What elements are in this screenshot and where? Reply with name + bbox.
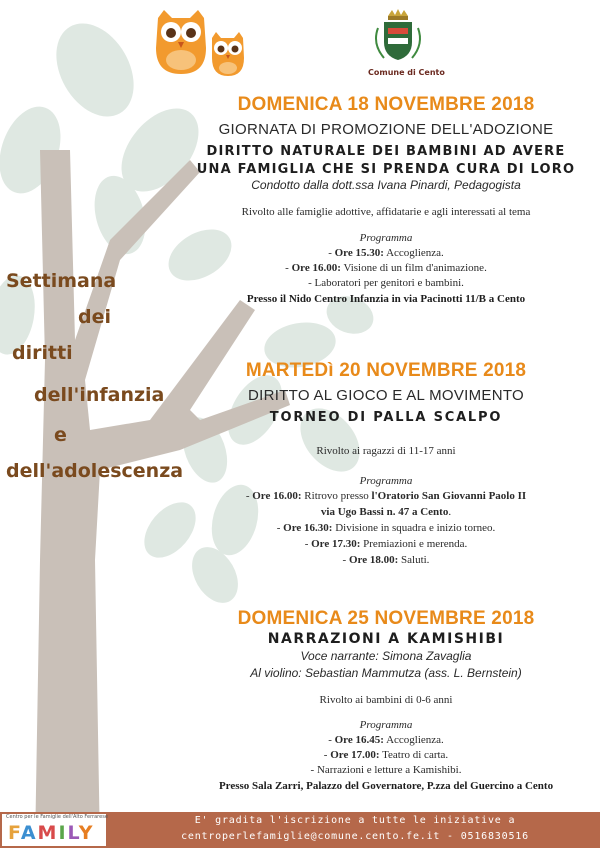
event-2-programma-label: Programma	[359, 475, 413, 487]
event-2-item-1-text: Ritrovo presso	[301, 490, 372, 502]
event-3-violin: Al violino: Sebastian Mammutza (ass. L. Bernstein)	[250, 666, 522, 680]
comune-logo	[368, 8, 445, 78]
event-2-item-2-time: Ore 16.30:	[283, 522, 333, 534]
footer-line-1: E' gradita l'iscrizione a tutte le iniziative a	[194, 815, 516, 826]
side-title-line-5: e	[54, 424, 67, 446]
event-1-audience: Rivolto alle famiglie adottive, affidatarie e agli interessati al tema	[241, 206, 531, 218]
side-title-line-2: dei	[78, 306, 111, 328]
event-1-item-2: - Ore 16.00: Visione di un film d'animazione.	[285, 262, 487, 274]
event-1-item-2-time: Ore 16.00:	[291, 262, 341, 274]
owls-logo	[150, 8, 250, 78]
event-2-item-1-time: Ore 16.00:	[252, 490, 302, 502]
event-1-subtitle: GIORNATA DI PROMOZIONE DELL'ADOZIONE	[218, 121, 554, 138]
event-2-item-1-street-line: via Ugo Bassi n. 47 a Cento.	[320, 506, 452, 518]
family-centre-logo	[2, 814, 106, 846]
event-2-item-3-text: Premiazioni e merenda.	[360, 538, 468, 550]
event-3-audience: Rivolto ai bambini di 0-6 anni	[319, 694, 453, 706]
family-logo-word: FAMILY	[8, 822, 95, 844]
side-title-line-3: diritti	[12, 342, 73, 364]
small-owl-icon	[212, 32, 244, 76]
event-3-item-1-time: Ore 16.45:	[334, 734, 384, 746]
event-1	[180, 94, 592, 305]
event-2-item-2-text: Divisione in squadra e inizio torneo.	[332, 522, 496, 534]
event-2-audience: Rivolto ai ragazzi di 11-17 anni	[316, 445, 456, 457]
event-3-item-1-text: Accoglienza.	[383, 734, 444, 746]
event-2-date: MARTEDì 20 NOVEMBRE 2018	[245, 360, 527, 381]
side-title-line-4: dell'infanzia	[34, 384, 165, 406]
event-2-item-4-text: Saluti.	[398, 554, 430, 566]
side-title-line-1: Settimana	[6, 270, 117, 292]
event-2-item-2: - Ore 16.30: Divisione in squadra e inizio torneo.	[276, 522, 496, 534]
event-3-date: DOMENICA 25 NOVEMBRE 2018	[237, 608, 535, 629]
family-logo-caption: Centro per le Famiglie dell'Alto Ferrarese	[6, 814, 108, 820]
big-owl-icon	[156, 10, 206, 74]
event-1-headline-2: UNA FAMIGLIA CHE SI PRENDA CURA DI LORO	[196, 162, 576, 177]
event-3-headline: NARRAZIONI A KAMISHIBI	[267, 631, 505, 647]
event-1-conducted-by: Condotto dalla dott.ssa Ivana Pinardi, Pedagogista	[251, 178, 521, 192]
event-3-item-2: - Ore 17.00: Teatro di carta.	[323, 749, 449, 761]
event-1-programma-label: Programma	[359, 232, 413, 244]
event-2-item-1-place: l'Oratorio San Giovanni Paolo II	[371, 490, 527, 502]
event-2-item-4: - Ore 18.00: Saluti.	[342, 554, 430, 566]
event-3-location: Presso Sala Zarri, Palazzo del Governatore, P.zza del Guercino a Cento	[218, 780, 554, 792]
event-2-item-4-time: Ore 18.00:	[348, 554, 399, 566]
crest-icon	[368, 8, 428, 66]
event-3-item-1: - Ore 16.45: Accoglienza.	[328, 734, 444, 746]
event-1-item-2-text: Visione di un film d'animazione.	[340, 262, 487, 274]
event-2-item-1: - Ore 16.00: Ritrovo presso l'Oratorio San Giovanni Paolo II	[245, 490, 527, 502]
event-3-item-2-text: Teatro di carta.	[379, 749, 449, 761]
event-1-item-1: - Ore 15.30: Accoglienza.	[328, 247, 444, 259]
event-1-item-3-text: Laboratori per genitori e bambini.	[314, 277, 464, 289]
event-1-location: Presso il Nido Centro Infanzia in via Pacinotti 11/B a Cento	[246, 293, 526, 305]
event-2-subtitle: DIRITTO AL GIOCO E AL MOVIMENTO	[247, 387, 525, 404]
event-2	[180, 360, 592, 566]
event-3-programma-label: Programma	[359, 719, 413, 731]
event-3-item-3: - Narrazioni e letture a Kamishibi.	[310, 764, 462, 776]
event-2-headline: TORNEO DI PALLA SCALPO	[269, 410, 503, 425]
event-2-item-1-street: via Ugo Bassi n. 47 a Cento	[320, 506, 449, 518]
event-2-item-3-time: Ore 17.30:	[311, 538, 361, 550]
event-1-date: DOMENICA 18 NOVEMBRE 2018	[237, 94, 535, 115]
event-3-voice: Voce narrante: Simona Zavaglia	[300, 649, 472, 663]
event-1-headline-1: DIRITTO NATURALE DEI BAMBINI AD AVERE	[206, 144, 566, 159]
footer-contact[interactable]: centroperlefamiglie@comune.cento.fe.it - 0516830516	[181, 831, 529, 842]
event-3-item-3-text: Narrazioni e letture a Kamishibi.	[316, 764, 462, 776]
event-3	[180, 608, 592, 792]
comune-name: Comune di Cento	[368, 68, 445, 77]
event-2-item-3: - Ore 17.30: Premiazioni e merenda.	[304, 538, 468, 550]
side-title-line-6: dell'adolescenza	[6, 460, 184, 482]
event-1-item-1-text: Accoglienza.	[383, 247, 444, 259]
event-1-item-3: - Laboratori per genitori e bambini.	[308, 277, 464, 289]
event-3-item-2-time: Ore 17.00:	[330, 749, 380, 761]
event-1-item-1-time: Ore 15.30:	[334, 247, 384, 259]
